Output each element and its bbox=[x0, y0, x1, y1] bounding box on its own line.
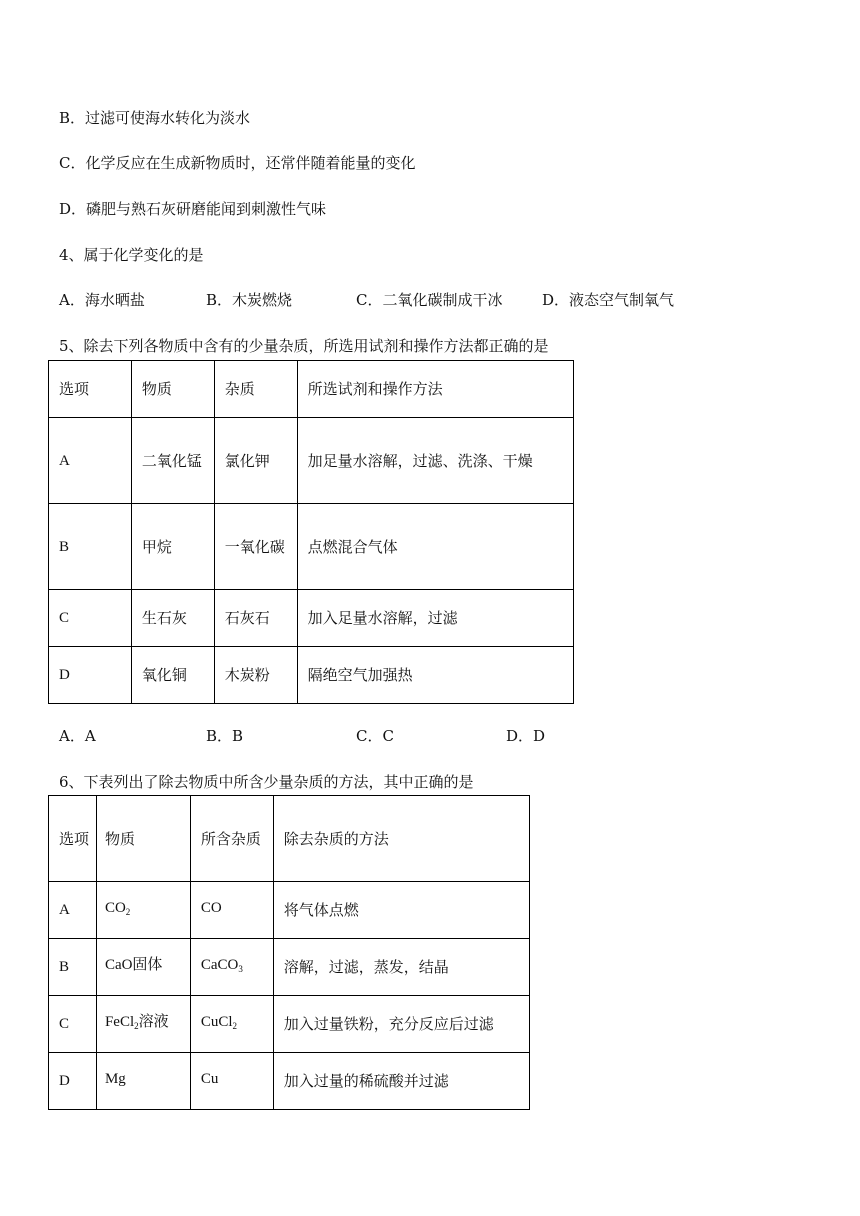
question-5-title: 5、除去下列各物质中含有的少量杂质，所选用试剂和操作方法都正确的是 bbox=[59, 337, 549, 355]
table-row bbox=[49, 504, 574, 590]
table-row bbox=[49, 996, 530, 1053]
option-cell: B bbox=[49, 504, 132, 590]
impurity-cell: 石灰石 bbox=[214, 590, 297, 647]
header-cell: 物质 bbox=[96, 796, 190, 882]
method-cell: 隔绝空气加强热 bbox=[297, 647, 573, 704]
impurity-cell: Cu bbox=[190, 1053, 273, 1110]
substance-cell: FeCl$_2$溶液 bbox=[96, 996, 190, 1053]
method-cell: 加入足量水溶解，过滤 bbox=[297, 590, 573, 647]
table-header-row bbox=[49, 796, 530, 882]
table-row bbox=[49, 590, 574, 647]
q5-option-c: C．C bbox=[356, 727, 394, 745]
impurity-cell: CaCO$_3$ bbox=[190, 939, 273, 996]
impurity-cell: 一氧化碳 bbox=[214, 504, 297, 590]
question-5-options bbox=[59, 726, 659, 746]
header-cell: 所含杂质 bbox=[190, 796, 273, 882]
substance-cell: 生石灰 bbox=[131, 590, 214, 647]
q4-option-a: A．海水晒盐 bbox=[59, 291, 145, 309]
substance-cell: 二氧化锰 bbox=[131, 418, 214, 504]
substance-cell: $CO_2$ bbox=[96, 882, 190, 939]
table-row bbox=[49, 1053, 530, 1110]
substance-cell: CaO固体 bbox=[96, 939, 190, 996]
table-header-row bbox=[49, 361, 574, 418]
method-cell: 点燃混合气体 bbox=[297, 504, 573, 590]
header-cell: 所选试剂和操作方法 bbox=[297, 361, 573, 418]
question-4-title: 4、属于化学变化的是 bbox=[59, 246, 204, 264]
table-row bbox=[49, 882, 530, 939]
substance-cell: Mg bbox=[96, 1053, 190, 1110]
table-row bbox=[49, 418, 574, 504]
q4-option-c: C．二氧化碳制成干冰 bbox=[356, 291, 503, 309]
table-row bbox=[49, 939, 530, 996]
method-cell: 加入过量的稀硫酸并过滤 bbox=[273, 1053, 529, 1110]
option-cell: A bbox=[49, 418, 132, 504]
impurity-cell: 氯化钾 bbox=[214, 418, 297, 504]
question-5-table bbox=[48, 360, 574, 704]
q4-option-b: B．木炭燃烧 bbox=[206, 291, 293, 309]
impurity-cell: CuCl$_2$ bbox=[190, 996, 273, 1053]
method-cell: 溶解，过滤，蒸发，结晶 bbox=[273, 939, 529, 996]
option-cell: C bbox=[49, 996, 97, 1053]
q5-option-b: B．B bbox=[206, 727, 244, 745]
header-cell: 选项 bbox=[49, 796, 97, 882]
substance-cell: 甲烷 bbox=[131, 504, 214, 590]
header-cell: 杂质 bbox=[214, 361, 297, 418]
method-cell: 将气体点燃 bbox=[273, 882, 529, 939]
question-4-options bbox=[59, 290, 759, 310]
q5-option-a: A．A bbox=[59, 727, 96, 745]
option-cell: B bbox=[49, 939, 97, 996]
impurity-cell: 木炭粉 bbox=[214, 647, 297, 704]
option-cell: D bbox=[49, 1053, 97, 1110]
method-cell: 加入过量铁粉，充分反应后过滤 bbox=[273, 996, 529, 1053]
substance-cell: 氧化铜 bbox=[131, 647, 214, 704]
header-cell: 物质 bbox=[131, 361, 214, 418]
q4-option-d: D．液态空气制氧气 bbox=[542, 291, 675, 309]
method-cell: 加足量水溶解，过滤、洗涤、干燥 bbox=[297, 418, 573, 504]
option-b-line: B．过滤可使海水转化为淡水 bbox=[59, 109, 251, 127]
table-row bbox=[49, 647, 574, 704]
option-cell: D bbox=[49, 647, 132, 704]
option-c-line: C．化学反应在生成新物质时，还常伴随着能量的变化 bbox=[59, 154, 416, 172]
question-6-table bbox=[48, 795, 530, 1110]
option-cell: A bbox=[49, 882, 97, 939]
option-d-line: D．磷肥与熟石灰研磨能闻到刺激性气味 bbox=[59, 200, 327, 218]
impurity-cell: CO bbox=[190, 882, 273, 939]
header-cell: 除去杂质的方法 bbox=[273, 796, 529, 882]
header-cell: 选项 bbox=[49, 361, 132, 418]
q5-option-d: D．D bbox=[506, 727, 546, 745]
question-6-title: 6、下表列出了除去物质中所含少量杂质的方法，其中正确的是 bbox=[59, 773, 474, 791]
option-cell: C bbox=[49, 590, 132, 647]
